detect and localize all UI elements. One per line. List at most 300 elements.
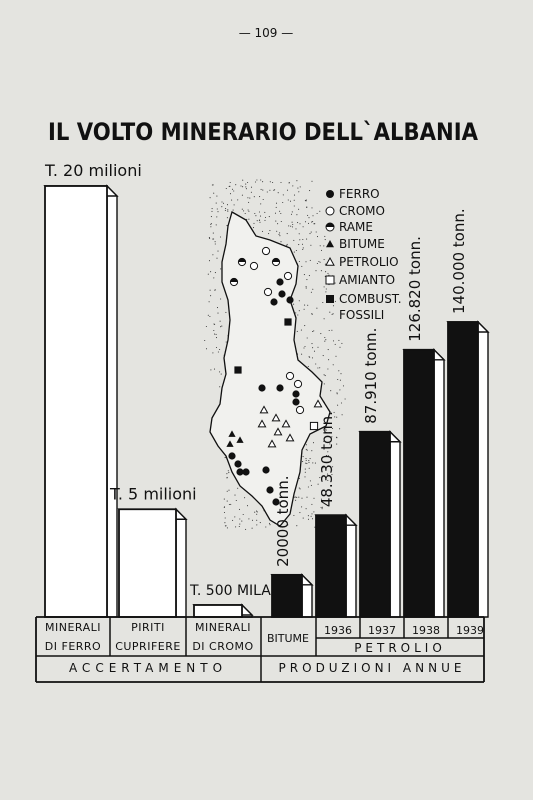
stipple-dot [216,334,217,335]
stipple-dot [259,222,260,223]
stipple-dot [292,185,293,186]
stipple-dot [254,213,255,214]
stipple-dot [312,221,313,222]
stipple-dot [216,258,217,259]
category-label-line2: DI CROMO [192,640,254,653]
stipple-dot [305,221,306,222]
stipple-dot [306,286,307,287]
filled-square-icon [326,295,334,303]
stipple-dot [269,190,270,191]
stipple-dot [296,214,297,215]
bar-produzione [316,515,356,617]
stipple-dot [248,219,249,220]
stipple-dot [247,505,248,506]
stipple-dot [296,250,297,251]
stipple-dot [214,334,215,335]
stipple-dot [227,204,228,205]
legend [326,187,402,322]
stipple-dot [296,180,297,181]
stipple-dot [239,524,240,525]
stipple-dot [301,498,302,499]
stipple-dot [312,347,313,348]
map-open-circle-marker [250,262,257,269]
filled-triangle-icon [326,240,334,247]
stipple-dot [312,289,313,290]
stipple-dot [317,213,318,214]
stipple-dot [221,201,222,202]
stipple-dot [292,226,293,227]
stipple-dot [219,386,220,387]
bar-accertamento [45,186,117,617]
map-filled-circle-marker [266,486,273,493]
stipple-dot [314,351,315,352]
stipple-dot [217,307,218,308]
stipple-dot [320,333,321,334]
stipple-dot [282,202,283,203]
stipple-dot [342,414,343,415]
stipple-dot [225,312,226,313]
stipple-dot [245,213,246,214]
stipple-dot [305,463,306,464]
category-label-line2: DI FERRO [44,640,102,653]
stipple-dot [229,186,230,187]
stipple-dot [262,181,263,182]
category-label: MINERALI [194,621,252,634]
bar-accertamento-front [119,509,176,617]
stipple-dot [300,186,301,187]
stipple-dot [304,346,305,347]
stipple-dot [278,192,279,193]
page-number: — 109 — [238,26,294,40]
stipple-dot [298,209,299,210]
stipple-dot [251,187,252,188]
map-filled-circle-marker [292,390,299,397]
stipple-dot [304,305,305,306]
stipple-dot [311,343,312,344]
stipple-dot [341,402,342,403]
bar-produzione [360,432,400,617]
stipple-dot [251,192,252,193]
bar-accertamento-side [107,186,117,617]
stipple-dot [269,523,270,524]
stipple-dot [304,325,305,326]
stipple-dot [269,524,270,525]
stipple-dot [211,223,212,224]
stipple-dot [313,223,314,224]
stipple-dot [213,277,214,278]
stipple-dot [213,193,214,194]
map-open-circle-marker [296,406,303,413]
stipple-dot [309,275,310,276]
stipple-dot [237,488,238,489]
stipple-dot [325,291,326,292]
stipple-dot [209,238,210,239]
stipple-dot [279,211,280,212]
map-open-circle-marker [294,380,301,387]
category-label-line2: CUPRIFERE [115,640,181,653]
stipple-dot [313,511,314,512]
stipple-dot [336,392,337,393]
stipple-dot [325,375,326,376]
stipple-dot [301,266,302,267]
map-filled-circle-marker [270,298,277,305]
stipple-dot [213,323,214,324]
stipple-dot [295,312,296,313]
stipple-dot [259,220,260,221]
legend-label: COMBUST. [339,292,402,306]
stipple-dot [232,189,233,190]
stipple-dot [296,497,297,498]
legend-item [326,292,402,322]
stipple-dot [302,461,303,462]
stipple-dot [311,232,312,233]
stipple-dot [256,524,257,525]
map-half-circle-marker [230,278,237,285]
stipple-dot [279,232,280,233]
stipple-dot [256,511,257,512]
stipple-dot [239,526,240,527]
stipple-dot [329,330,330,331]
stipple-dot [312,518,313,519]
stipple-dot [299,300,300,301]
stipple-dot [324,383,325,384]
stipple-dot [234,516,235,517]
stipple-dot [297,222,298,223]
value-label: T. 5 milioni [110,484,197,504]
stipple-dot [308,366,309,367]
stipple-dot [267,191,268,192]
stipple-dot [316,308,317,309]
stipple-dot [306,508,307,509]
stipple-dot [324,259,325,260]
open-square-icon [326,276,334,284]
stipple-dot [210,224,211,225]
stipple-dot [217,313,218,314]
stipple-dot [292,224,293,225]
bar-accertamento [119,509,186,617]
stipple-dot [317,367,318,368]
stipple-dot [276,231,277,232]
albania-outline [210,212,330,526]
value-label: 140.000 tonn. [450,208,468,314]
stipple-dot [221,326,222,327]
stipple-dot [249,198,250,199]
stipple-dot [325,239,326,240]
legend-label: PETROLIO [339,255,399,269]
stipple-dot [254,196,255,197]
stipple-dot [235,184,236,185]
stipple-dot [278,234,279,235]
stipple-dot [307,450,308,451]
stipple-dot [297,188,298,189]
legend-item [326,204,385,218]
stipple-dot [301,506,302,507]
year-label: 1939 [456,624,484,637]
stipple-dot [264,220,265,221]
stipple-dot [231,200,232,201]
stipple-dot [226,188,227,189]
stipple-dot [290,201,291,202]
year-label: 1937 [368,624,396,637]
stipple-dot [311,313,312,314]
stipple-dot [214,369,215,370]
stipple-dot [294,252,295,253]
stipple-dot [259,211,260,212]
stipple-dot [333,313,334,314]
stipple-dot [260,216,261,217]
stipple-dot [220,236,221,237]
category-table [36,617,484,682]
stipple-dot [227,477,228,478]
value-label: T. 20 milioni [45,161,142,180]
stipple-dot [306,279,307,280]
stipple-dot [245,184,246,185]
stipple-dot [211,216,212,217]
stipple-dot [213,184,214,185]
stipple-dot [277,223,278,224]
stipple-dot [244,497,245,498]
stipple-dot [324,236,325,237]
stipple-dot [215,243,216,244]
stipple-dot [310,245,311,246]
legend-label: FERRO [339,187,380,201]
stipple-dot [299,261,300,262]
stipple-dot [223,203,224,204]
stipple-dot [248,518,249,519]
stipple-dot [339,389,340,390]
stipple-dot [306,206,307,207]
stipple-dot [264,212,265,213]
stipple-dot [295,228,296,229]
stipple-dot [216,203,217,204]
bar-accertamento-front [45,186,107,617]
stipple-dot [306,444,307,445]
map-open-circle-marker [286,372,293,379]
stipple-dot [316,231,317,232]
stipple-dot [299,223,300,224]
stipple-dot [322,508,323,509]
stipple-dot [216,224,217,225]
value-label: T. 500 MILA [190,583,271,599]
stipple-dot [322,302,323,303]
bar-produzione-front [360,432,390,617]
bar-produzione [404,350,444,617]
category-label: PIRITI [131,621,165,634]
stipple-dot [262,190,263,191]
stipple-dot [306,199,307,200]
stipple-dot [227,211,228,212]
open-circle-icon [326,207,334,215]
stipple-dot [326,288,327,289]
stipple-dot [323,245,324,246]
value-label: 87.910 tonn. [362,327,380,424]
stipple-dot [227,501,228,502]
filled-circle-icon [326,190,334,198]
stipple-dot [217,211,218,212]
stipple-dot [216,216,217,217]
stipple-dot [340,373,341,374]
legend-item [326,220,373,234]
stipple-dot [220,326,221,327]
stipple-dot [343,385,344,386]
stipple-dot [286,245,287,246]
bar-produzione-side [478,322,488,617]
stipple-dot [337,379,338,380]
stipple-dot [340,380,341,381]
stipple-dot [281,221,282,222]
stipple-dot [210,197,211,198]
map-filled-circle-marker [276,384,283,391]
stipple-dot [274,189,275,190]
stipple-dot [294,205,295,206]
stipple-dot [311,207,312,208]
stipple-dot [292,222,293,223]
stipple-dot [248,211,249,212]
stipple-dot [327,273,328,274]
stipple-dot [276,203,277,204]
bar-produzione [448,322,488,617]
map-filled-circle-marker [278,290,285,297]
legend-item [326,187,380,201]
stipple-dot [215,241,216,242]
stipple-dot [234,495,235,496]
stipple-dot [324,374,325,375]
stipple-dot [319,211,320,212]
stipple-dot [303,226,304,227]
stipple-dot [237,199,238,200]
stipple-dot [246,188,247,189]
stipple-dot [225,210,226,211]
map-filled-circle-marker [292,398,299,405]
stipple-dot [345,398,346,399]
stipple-dot [294,200,295,201]
stipple-dot [335,344,336,345]
stipple-dot [300,488,301,489]
legend-item [326,255,399,269]
stipple-dot [247,197,248,198]
stipple-dot [291,214,292,215]
stipple-dot [306,463,307,464]
stipple-dot [309,468,310,469]
stipple-dot [341,343,342,344]
stipple-dot [301,354,302,355]
stipple-dot [208,274,209,275]
stipple-dot [275,213,276,214]
stipple-dot [219,371,220,372]
group-label: PETROLIO [354,641,446,655]
stipple-dot [260,203,261,204]
stipple-dot [252,520,253,521]
chart-title: IL VOLTO MINERARIO DELL`ALBANIA [48,118,479,146]
legend-label: AMIANTO [339,273,396,287]
stipple-dot [265,526,266,527]
stipple-dot [336,444,337,445]
category-label: BITUME [266,632,310,645]
stipple-dot [299,487,300,488]
stipple-dot [325,271,326,272]
year-label: 1936 [324,624,352,637]
stipple-dot [221,206,222,207]
stipple-dot [256,514,257,515]
stipple-dot [308,217,309,218]
stipple-dot [310,458,311,459]
stipple-dot [318,261,319,262]
stipple-dot [212,208,213,209]
stipple-dot [310,480,311,481]
year-label: 1938 [412,624,440,637]
stipple-dot [336,417,337,418]
stipple-dot [211,211,212,212]
map-filled-circle-marker [286,296,293,303]
stipple-dot [242,209,243,210]
stipple-dot [275,221,276,222]
stipple-dot [320,245,321,246]
stipple-dot [333,364,334,365]
stipple-dot [225,517,226,518]
stipple-dot [247,182,248,183]
legend-item [326,273,395,287]
open-triangle-icon [326,258,334,265]
stipple-dot [297,331,298,332]
stipple-dot [303,456,304,457]
stipple-dot [216,347,217,348]
stipple-dot [309,190,310,191]
legend-label: CROMO [339,204,385,218]
bar-accertamento [194,605,252,617]
stipple-dot [225,525,226,526]
stipple-dot [323,355,324,356]
stipple-dot [255,181,256,182]
stipple-dot [321,270,322,271]
stipple-dot [230,182,231,183]
category-label: MINERALI [44,621,102,634]
stipple-dot [280,182,281,183]
stipple-dot [305,472,306,473]
stipple-dot [235,526,236,527]
group-label: PRODUZIONI ANNUE [278,661,466,675]
stipple-dot [336,437,337,438]
stipple-dot [301,330,302,331]
stipple-dot [324,286,325,287]
stipple-dot [295,500,296,501]
stipple-dot [303,347,304,348]
stipple-dot [325,339,326,340]
stipple-dot [234,204,235,205]
stipple-dot [227,527,228,528]
map-open-circle-marker [284,272,291,279]
map-filled-circle-marker [228,452,235,459]
stipple-dot [311,292,312,293]
stipple-dot [270,181,271,182]
stipple-dot [313,442,314,443]
stipple-dot [337,405,338,406]
stipple-dot [214,290,215,291]
stipple-dot [338,370,339,371]
stipple-dot [298,497,299,498]
stipple-dot [220,268,221,269]
stipple-dot [272,182,273,183]
stipple-dot [307,337,308,338]
stipple-dot [305,469,306,470]
stipple-dot [226,473,227,474]
stipple-dot [276,207,277,208]
stipple-dot [304,309,305,310]
bar-produzione-front [272,575,302,617]
map-open-circle-marker [264,288,271,295]
stipple-dot [255,215,256,216]
bar-accertamento-front [194,605,242,617]
bar-accertamento-side [176,509,186,617]
